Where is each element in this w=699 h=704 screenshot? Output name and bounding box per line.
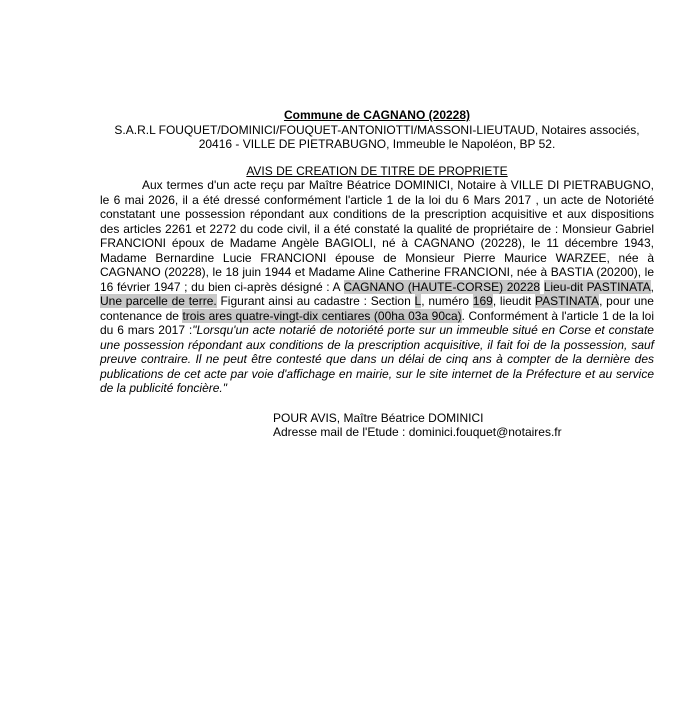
signature-email: Adresse mail de l'Etude : dominici.fouquet@notaires.fr [273,425,562,439]
highlight-lieudit: Lieu-dit PASTINATA [543,279,651,294]
highlight-location: CAGNANO (HAUTE-CORSE) 20228 [343,279,541,294]
numero-text: , numéro [421,294,473,308]
separator-2: , [650,279,654,294]
highlight-lieudit-2: PASTINATA [535,294,600,308]
notice-document [100,108,654,440]
highlight-parcelle: Une parcelle de terre. [100,294,217,308]
notaires-line-1: S.A.R.L FOUQUET/DOMINICI/FOUQUET-ANTONIOTTI/MASSONI-LIEUTAUD, Notaires associés, [114,122,640,137]
commune-title: Commune de CAGNANO (20228) [283,108,471,122]
highlight-contenance: trois ares quatre-vingt-dix centiares (00ha 03a 90ca) [182,308,462,323]
conformement-text: . Conformément à l'article 1 de la loi du 6 mars 2017 : [100,308,654,337]
highlight-section: L [414,294,422,308]
signature-block [273,411,654,440]
avis-body-intro: Aux termes d'un acte reçu par Maître Béatrice DOMINICI, Notaire à VILLE DI PIETRABUGNO, le 6 mai 2026, il a été dressé conformément l'article 1 de la loi du 6 Mars 2017 , un acte de Notoriété constatant une possession répondant aux conditions de la prescription acquisitive et aux dispositions des articles 2261 et 2272 du code civil, il a été constaté la qualité de propriétaire de : Monsieur Gabriel FRANCIONI époux de Madame Angèle BAGIOLI, né à CAGNANO (20228), le 11 décembre 1943, Madame Bernardine Lucie FRANCIONI épouse de Monsieur Pierre Maurice WARZEE, née à CAGNANO (20228), le 18 juin 1944 et Madame Aline Catherine FRANCIONI, née à BASTIA (20200), le 16 février 1947 ; du bien ci-après désigné : A [100,178,654,294]
avis-body [100,178,654,396]
cadastre-text: Figurant ainsi au cadastre : Section [216,294,415,308]
lieudit-text: , lieudit [492,294,536,308]
legal-quote: "Lorsqu'un acte notarié de notoriété porte sur un immeuble situé en Corse et constate une possession répondant aux conditions de la prescription acquisitive, il fait foi de la possession, sauf preuve contraire. Il ne peut être contesté que dans un délai de cinq ans à compter de la dernière des publications de cet acte par voie d'affichage en mairie, sur le site internet de la Préfecture et au service de la publicité foncière." [100,323,654,395]
highlight-numero: 169 [472,294,493,308]
signature-pour-avis: POUR AVIS, Maître Béatrice DOMINICI [273,410,484,425]
contenance-text: , pour une contenance de [100,294,654,323]
avis-title: AVIS DE CREATION DE TITRE DE PROPRIETE [246,163,508,178]
notaires-line-2: 20416 - VILLE DE PIETRABUGNO, Immeuble le Napoléon, BP 52. [198,137,556,151]
